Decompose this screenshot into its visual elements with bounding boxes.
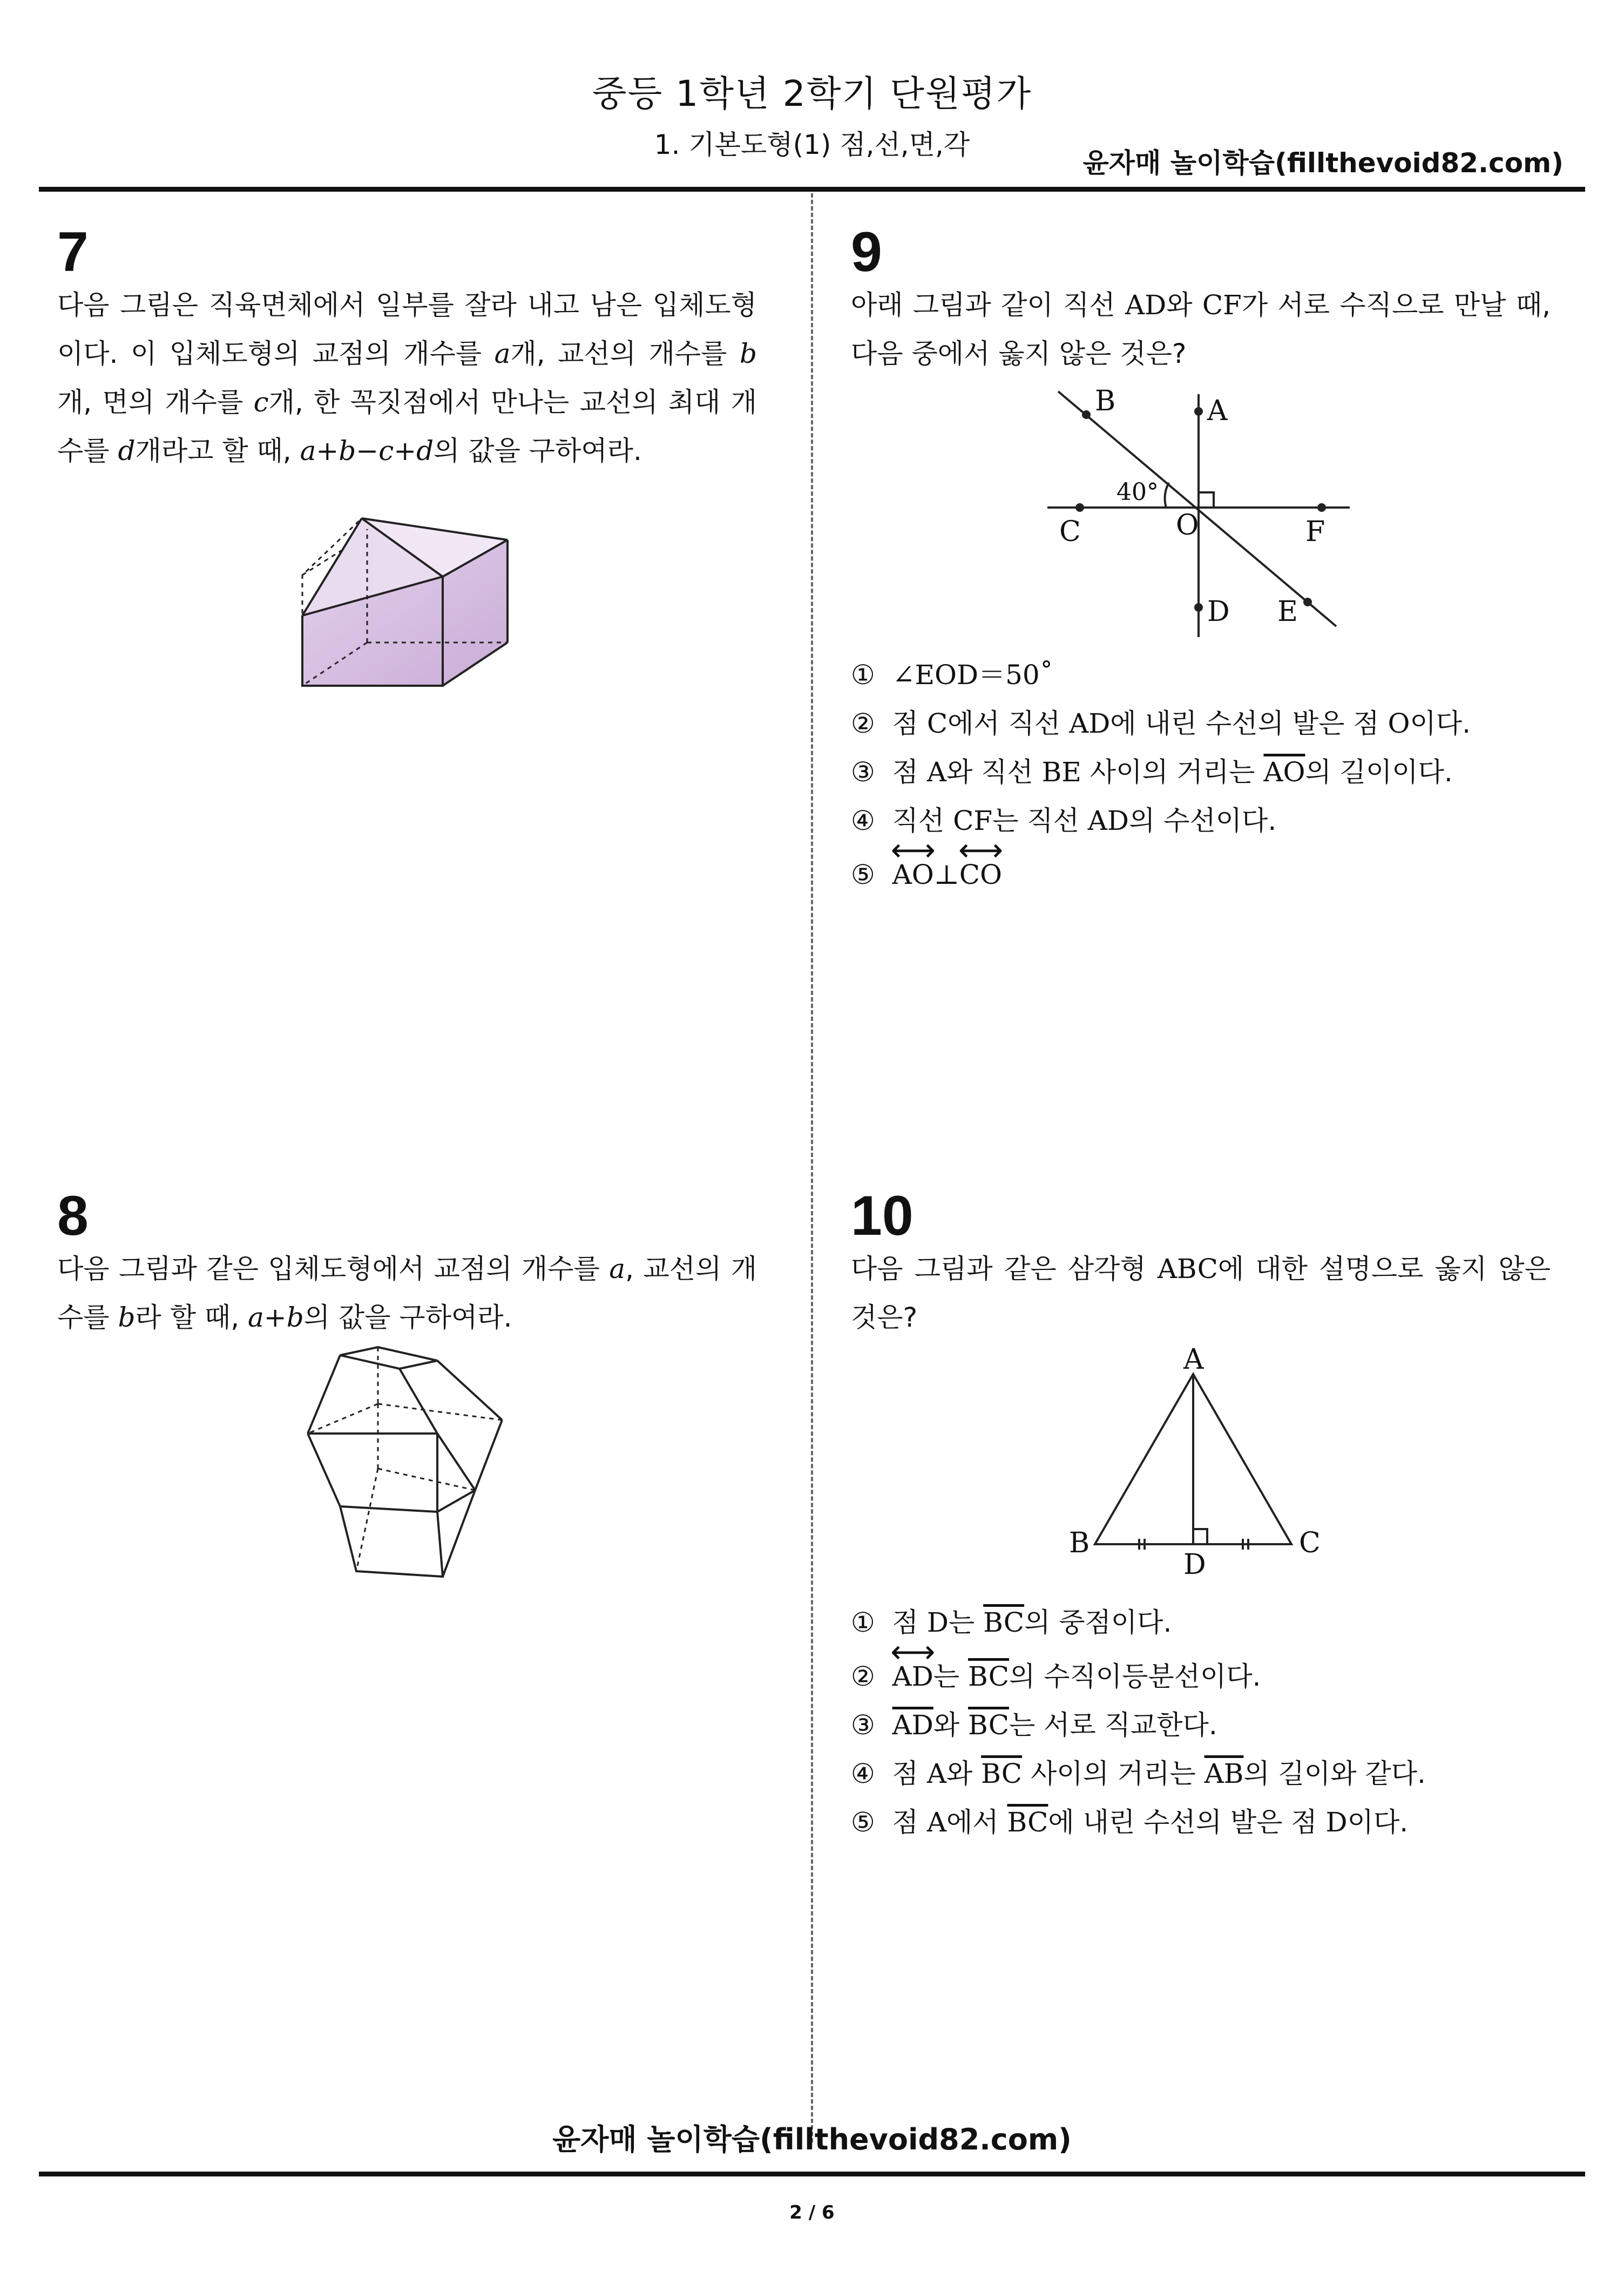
header-brand: 윤자매 놀이학습(fillthevoid82.com) — [1082, 147, 1564, 179]
q9-option-2[interactable]: ② 점 C에서 직선 AD에 내린 수선의 발은 점 O이다. — [851, 708, 1471, 739]
header-rule — [39, 187, 1585, 192]
page-subtitle: 1. 기본도형(1) 점,선,면,각 — [654, 129, 970, 160]
point-E-dot — [1303, 598, 1312, 606]
point-D-dot — [1194, 603, 1203, 612]
question-8-figure — [302, 1344, 513, 1582]
footer-brand: 윤자매 놀이학습(fillthevoid82.com) — [552, 2122, 1072, 2156]
angle-label: 40° — [1116, 478, 1159, 506]
label-C: C — [1059, 516, 1081, 548]
question-9-figure — [1037, 383, 1361, 643]
page-title: 중등 1학년 2학기 단원평가 — [592, 73, 1032, 114]
q10-option-3[interactable]: ③ $\overline{AD}$와 $\overline{BC}$는 서로 직교한다. — [851, 1709, 1217, 1741]
footer-rule — [39, 2172, 1585, 2176]
question-10-text: 다음 그림과 같은 삼각형 ABC에 대한 설명으로 옳지 않은 것은? — [851, 1253, 1551, 1333]
q9-option-5[interactable]: ⑤ ⟷ AO⊥⟷ CO — [851, 850, 1002, 899]
label-F: F — [1305, 516, 1325, 548]
point-B-dot — [1082, 410, 1091, 419]
page-number: 2 / 6 — [789, 2202, 835, 2223]
q10-option-4[interactable]: ④ 점 A와 $\overline{BC}$ 사이의 거리는 $\overline{AB}$의 길이와 같다. — [851, 1758, 1426, 1789]
question-9-number: 9 — [851, 221, 882, 283]
question-9-text: 아래 그림과 같이 직선 AD와 CF가 서로 수직으로 만날 때, 다음 중에서 옳지 않은 것은? — [851, 289, 1551, 369]
point-F-dot — [1317, 503, 1326, 512]
question-10-number: 10 — [851, 1185, 914, 1247]
label-B: B — [1095, 385, 1116, 417]
label-E: E — [1277, 596, 1298, 628]
question-7-number: 7 — [57, 221, 89, 283]
point-A-dot — [1194, 407, 1203, 416]
question-7-text: 다음 그림은 직육면체에서 일부를 잘라 내고 남은 입체도형이다. 이 입체도형의 교점의 개수를 a개, 교선의 개수를 b개, 면의 개수를 c개, 한 꼭짓점에서 만나는 교선의 최대 개수를 d개라고 할 때, a+b−c+d의 값을 구하여라. — [57, 289, 757, 466]
question-8-text: 다음 그림과 같은 입체도형에서 교점의 개수를 a, 교선의 개수를 b라 할 때, a+b의 값을 구하여라. — [57, 1253, 757, 1333]
q10-option-2[interactable]: ② ⟷ AD는 $\overline{BC}$의 수직이등분선이다. — [851, 1652, 1261, 1701]
label-O: O — [1176, 509, 1199, 542]
q10-option-1[interactable]: ① 점 D는 $\overline{BC}$의 중점이다. — [851, 1607, 1172, 1638]
label-A: A — [1183, 1344, 1204, 1376]
question-8-number: 8 — [57, 1185, 89, 1247]
label-D: D — [1207, 596, 1230, 628]
label-A: A — [1207, 395, 1228, 427]
question-7-figure — [292, 508, 529, 713]
q9-option-4[interactable]: ④ 직선 CF는 직선 AD의 수선이다. — [851, 805, 1277, 836]
question-10-figure — [1058, 1344, 1339, 1582]
label-D: D — [1183, 1549, 1206, 1581]
label-B: B — [1069, 1527, 1090, 1559]
point-C-dot — [1075, 503, 1084, 512]
q9-option-3[interactable]: ③ 점 A와 직선 BE 사이의 거리는 $\overline{AO}$의 길이이다. — [851, 756, 1453, 788]
label-C: C — [1299, 1527, 1321, 1559]
q9-option-1[interactable]: ① ∠EOD＝50˚ — [851, 659, 1053, 691]
q10-option-5[interactable]: ⑤ 점 A에서 $\overline{BC}$에 내린 수선의 발은 점 D이다. — [851, 1807, 1409, 1838]
column-divider — [811, 193, 813, 2142]
